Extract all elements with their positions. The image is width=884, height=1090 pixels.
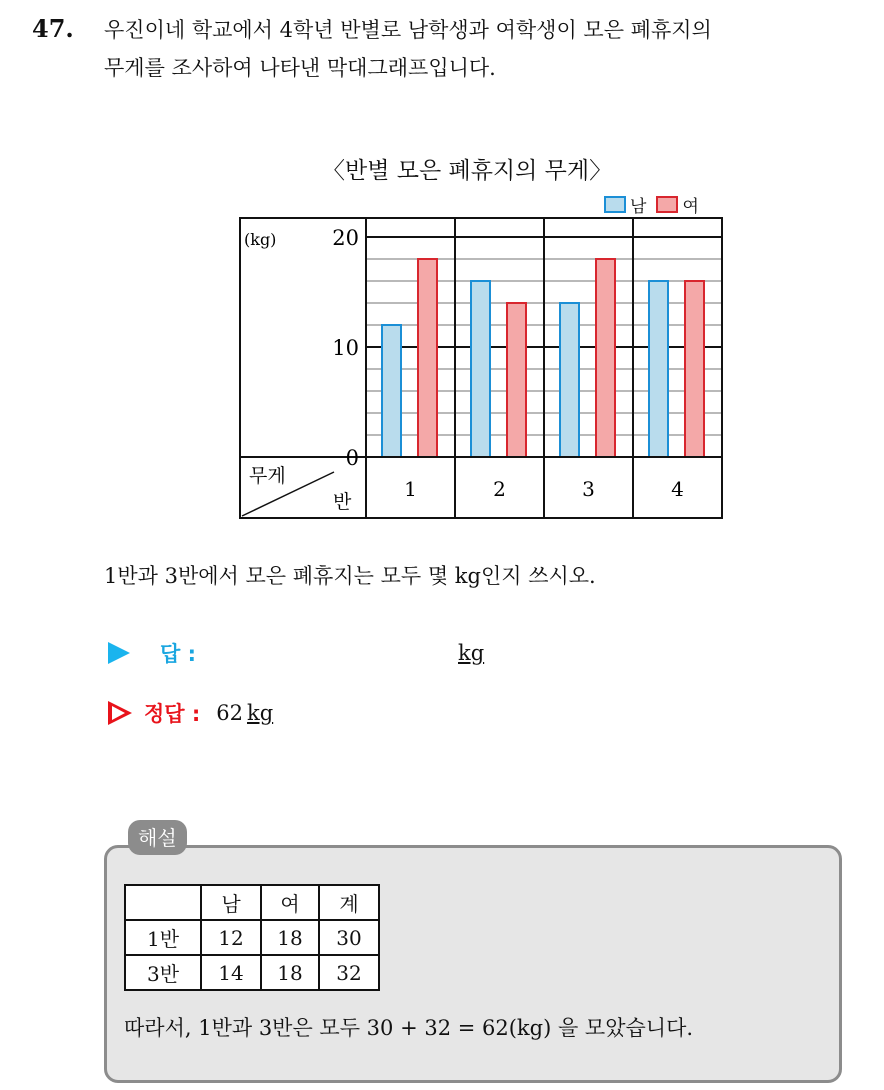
answer-row <box>108 638 485 668</box>
table-cell: 18 <box>261 920 319 955</box>
corner-label-weight: 무게 <box>249 465 286 487</box>
table-cell: 12 <box>201 920 261 955</box>
table-cell <box>125 885 201 920</box>
correct-answer-label: 정답 : <box>144 702 201 726</box>
bar-class-1-girls <box>418 259 437 457</box>
question-number: 47. <box>32 14 74 43</box>
table-cell: 여 <box>261 885 319 920</box>
bar-class-3-boys <box>560 303 579 457</box>
y-tick-label: 20 <box>332 226 359 250</box>
bar-class-4-girls <box>685 281 704 457</box>
y-tick-label: 10 <box>332 336 359 360</box>
table-cell: 14 <box>201 955 261 990</box>
x-tick-label: 2 <box>493 477 506 501</box>
answer-label: 답 : <box>160 642 196 666</box>
x-tick-label: 4 <box>671 477 684 501</box>
table-cell: 3반 <box>125 955 201 990</box>
explanation-conclusion: 따라서, 1반과 3반은 모두 30 + 32 = 62(kg) 을 모았습니다. <box>124 1016 694 1040</box>
bar-class-3-girls <box>596 259 615 457</box>
play-arrow-icon <box>108 642 130 664</box>
sub-question: 1반과 3반에서 모은 폐휴지는 모두 몇 kg인지 쓰시오. <box>104 564 596 588</box>
explanation-tag: 해설 <box>128 820 187 855</box>
correct-answer-value <box>216 701 273 725</box>
legend-label-girls: 여 <box>682 197 699 217</box>
y-tick-label: 0 <box>345 446 359 470</box>
correct-unit: kg <box>247 701 274 725</box>
summary-table <box>124 884 380 991</box>
answer-unit: kg <box>458 641 485 665</box>
table-cell: 32 <box>319 955 379 990</box>
table-cell: 30 <box>319 920 379 955</box>
unit-label: (kg) <box>244 230 277 249</box>
x-tick-label: 1 <box>404 477 417 501</box>
bar-class-1-boys <box>382 325 401 457</box>
bar-chart <box>0 0 884 540</box>
table-cell: 1반 <box>125 920 201 955</box>
legend-label-boys: 남 <box>630 197 647 217</box>
x-tick-label: 3 <box>582 477 595 501</box>
table-row <box>125 920 379 955</box>
correct-value: 62 <box>216 701 244 725</box>
question-text-line2: 무게를 조사하여 나타낸 막대그래프입니다. <box>104 56 496 80</box>
table-cell: 남 <box>201 885 261 920</box>
bar-class-4-boys <box>649 281 668 457</box>
question-text-line1: 우진이네 학교에서 4학년 반별로 남학생과 여학생이 모은 폐휴지의 <box>104 18 712 42</box>
table-header-row <box>125 885 379 920</box>
table-cell: 18 <box>261 955 319 990</box>
corner-label-class: 반 <box>333 491 352 513</box>
table-cell: 계 <box>319 885 379 920</box>
outline-arrow-icon <box>108 701 132 725</box>
chart-title: 〈반별 모은 폐휴지의 무게〉 <box>322 158 613 184</box>
correct-answer-row <box>108 698 273 728</box>
bar-class-2-girls <box>507 303 526 457</box>
table-row <box>125 955 379 990</box>
bar-class-2-boys <box>471 281 490 457</box>
